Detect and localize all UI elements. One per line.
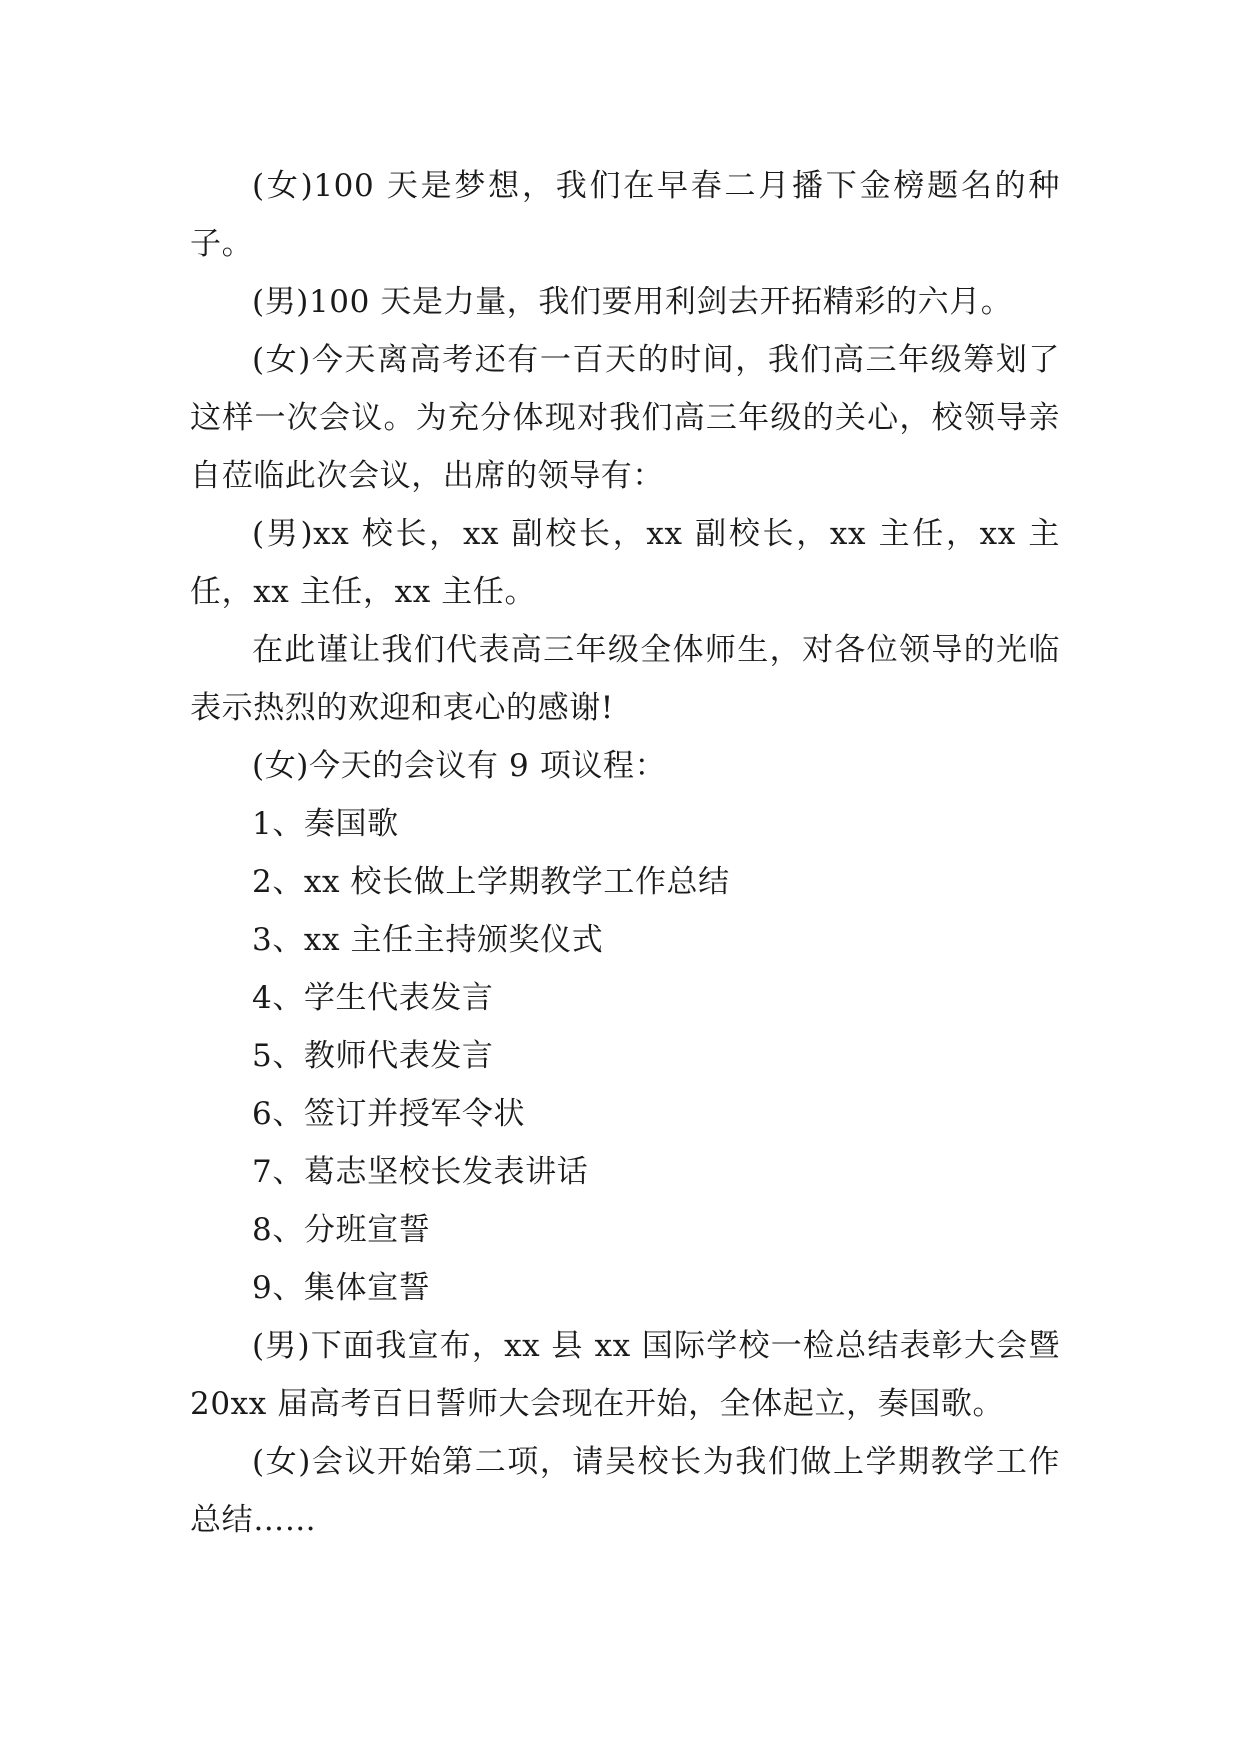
agenda-item-1: 1、奏国歌 — [252, 806, 399, 842]
paragraph-3: (女)今天离高考还有一百天的时间，我们高三年级筹划了这样一次会议。为充分体现对我们高三年级的关心，校领导亲自莅临此次会议，出席的领导有： — [190, 342, 1060, 494]
paragraph-8: (女)会议开始第二项，请吴校长为我们做上学期教学工作总结…… — [190, 1444, 1060, 1538]
agenda-item-2: 2、xx 校长做上学期教学工作总结 — [252, 864, 730, 900]
paragraph-5: 在此谨让我们代表高三年级全体师生，对各位领导的光临表示热烈的欢迎和衷心的感谢! — [190, 632, 1060, 726]
agenda-item-7: 7、葛志坚校长发表讲话 — [252, 1154, 589, 1190]
paragraph-1: (女)100 天是梦想，我们在早春二月播下金榜题名的种子。 — [190, 168, 1060, 262]
agenda-item-9: 9、集体宣誓 — [252, 1270, 431, 1306]
agenda-item-6: 6、签订并授军令状 — [252, 1096, 526, 1132]
agenda-item-4: 4、学生代表发言 — [252, 980, 494, 1016]
agenda-item-3: 3、xx 主任主持颁奖仪式 — [252, 922, 604, 958]
document-body — [190, 157, 1060, 1549]
agenda-item-8: 8、分班宣誓 — [252, 1212, 431, 1248]
paragraph-2: (男)100 天是力量，我们要用利剑去开拓精彩的六月。 — [252, 284, 1013, 320]
paragraph-7: (男)下面我宣布，xx 县 xx 国际学校一检总结表彰大会暨 20xx 届高考百日誓师大会现在开始，全体起立，奏国歌。 — [190, 1328, 1060, 1422]
paragraph-6: (女)今天的会议有 9 项议程： — [252, 748, 667, 784]
agenda-item-5: 5、教师代表发言 — [252, 1038, 494, 1074]
paragraph-4: (男)xx 校长，xx 副校长，xx 副校长，xx 主任，xx 主任，xx 主任，xx 主任。 — [190, 516, 1060, 610]
